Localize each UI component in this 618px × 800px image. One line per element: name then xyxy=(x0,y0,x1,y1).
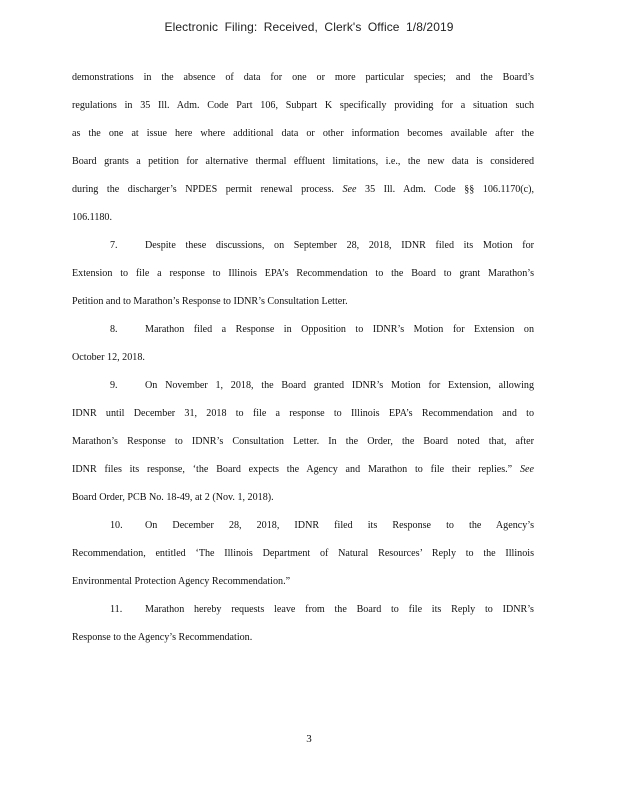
paragraph-11-line xyxy=(72,596,534,624)
see-signal: See xyxy=(342,184,357,195)
paragraph-number: 9. xyxy=(110,380,118,391)
line: IDNR until December 31, 2018 to file a response to Illinois EPA’s Recommendation and to xyxy=(72,408,534,419)
see-signal: See xyxy=(519,464,534,475)
paragraph-10-line xyxy=(72,512,534,540)
text: Despite these discussions, on September 28, 2018, IDNR filed its Motion for xyxy=(145,240,534,251)
line: Extension to file a response to Illinois EPA’s Recommendation to the Board to grant Marathon’s xyxy=(72,268,534,279)
line: 106.1180. xyxy=(72,212,113,223)
text: Marathon filed a Response in Opposition to IDNR’s Motion for Extension on xyxy=(145,324,534,335)
text: IDNR files its response, ‘the Board expects the Agency and Marathon to file their replies.” xyxy=(72,464,513,475)
paragraph-7-line xyxy=(72,232,534,260)
line: Environmental Protection Agency Recommendation.” xyxy=(72,576,291,587)
line: Board Order, PCB No. 18-49, at 2 (Nov. 1, 2018). xyxy=(72,492,274,503)
text: On December 28, 2018, IDNR filed its Response to the Agency’s xyxy=(145,520,534,531)
citation: 35 Ill. Adm. Code §§ 106.1170(c), xyxy=(365,184,535,195)
paragraph-number: 11. xyxy=(110,604,123,615)
page-number: 3 xyxy=(306,733,312,745)
text: Marathon hereby requests leave from the Board to file its Reply to IDNR’s xyxy=(145,604,534,615)
text: during the discharger’s NPDES permit renewal process. xyxy=(72,184,334,195)
filing-stamp-header: Electronic Filing: Received, Clerk's Office 1/8/2019 xyxy=(164,20,454,34)
line xyxy=(72,176,534,204)
text: On November 1, 2018, the Board granted IDNR’s Motion for Extension, allowing xyxy=(145,380,534,391)
document-body xyxy=(72,64,534,652)
line: regulations in 35 Ill. Adm. Code Part 106, Subpart K specifically providing for a situation such xyxy=(72,100,534,111)
line: Response to the Agency’s Recommendation. xyxy=(72,632,253,643)
paragraph-number: 10. xyxy=(110,520,123,531)
line: October 12, 2018. xyxy=(72,352,145,363)
paragraph-9-line xyxy=(72,372,534,400)
line: demonstrations in the absence of data for one or more particular species; and the Board’s xyxy=(72,72,534,83)
line: Marathon’s Response to IDNR’s Consultation Letter. In the Order, the Board noted that, after xyxy=(72,436,534,447)
paragraph-number: 8. xyxy=(110,324,118,335)
paragraph-8-line xyxy=(72,316,534,344)
line xyxy=(72,456,534,484)
line: Recommendation, entitled ‘The Illinois Department of Natural Resources’ Reply to the Illinois xyxy=(72,548,534,559)
line: as the one at issue here where additional data or other information becomes available after the xyxy=(72,128,534,139)
line: Petition and to Marathon’s Response to IDNR’s Consultation Letter. xyxy=(72,296,348,307)
paragraph-number: 7. xyxy=(110,240,118,251)
line: Board grants a petition for alternative thermal effluent limitations, i.e., the new data is considered xyxy=(72,156,534,167)
